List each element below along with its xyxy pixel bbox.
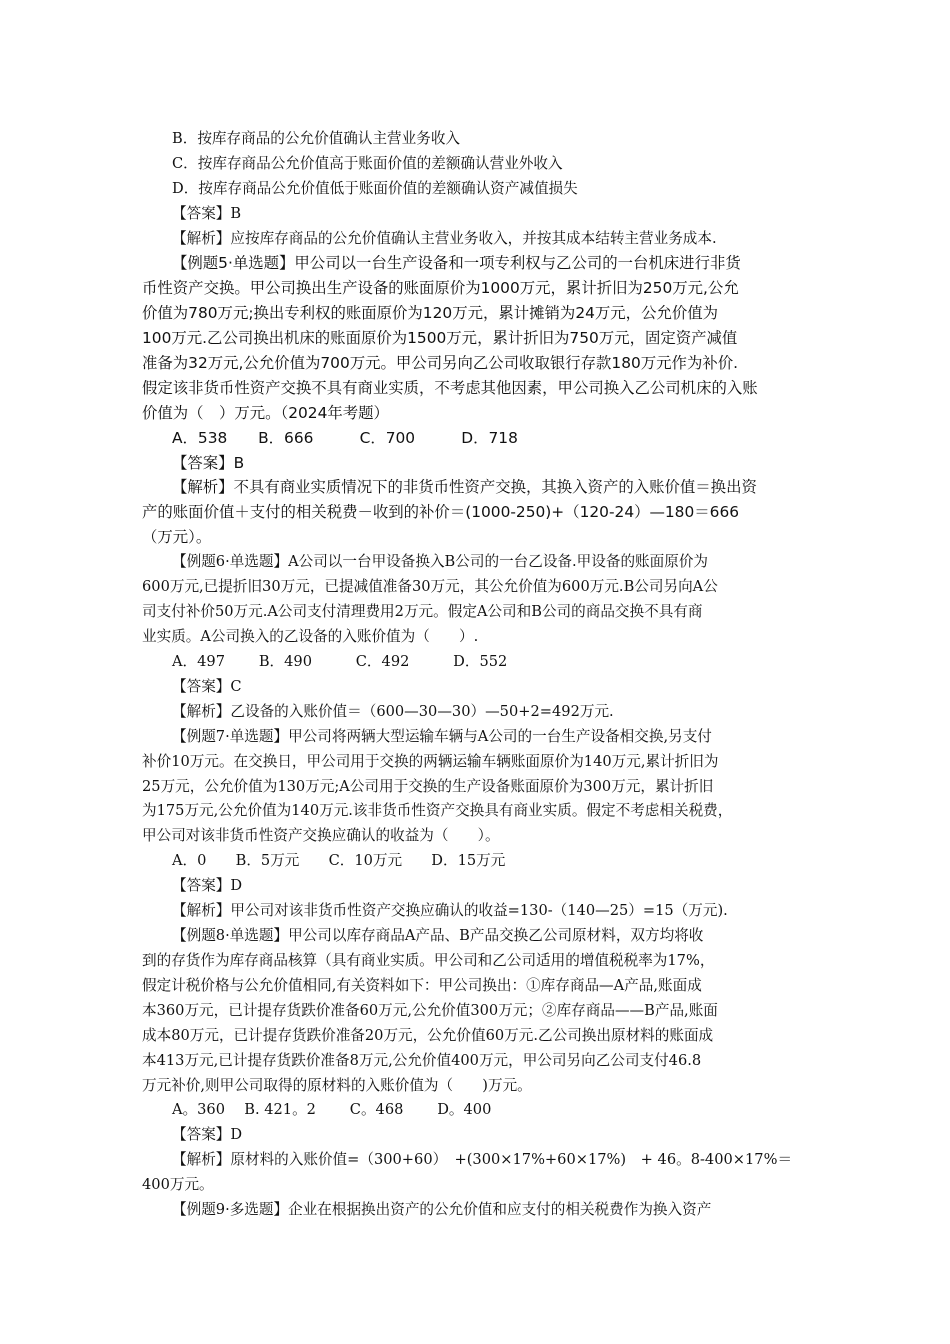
- example8-text: 成本80万元，已计提存货跌价准备20万元，公允价值60万元.乙公司换出原材料的账面成: [142, 1027, 714, 1044]
- example8-title: 【例题8·单选题】甲公司以库存商品A产品、B产品交换乙公司原材料，双方均将收: [172, 927, 704, 944]
- example5-options: A．538 B．666 C．700 D．718: [172, 429, 518, 447]
- example5-answer: 【答案】B: [172, 454, 245, 472]
- example7-text: 补价10万元。在交换日，甲公司用于交换的两辆运输车辆账面原价为140万元,累计折旧为: [142, 753, 719, 770]
- example5-text: 币性资产交换。甲公司换出生产设备的账面原价为1000万元，累计折旧为250万元,公允: [142, 279, 739, 297]
- example6-text: 业实质。A公司换入的乙设备的入账价值为（ ）.: [142, 628, 479, 645]
- example8-options: A。360 B. 421。2 C。468 D。400: [172, 1101, 492, 1118]
- example8-text: 本413万元,已计提存货跌价准备8万元,公允价值400万元，甲公司另向乙公司支付46.8: [142, 1052, 702, 1069]
- option-b: B．按库存商品的公允价值确认主营业务收入: [172, 130, 461, 147]
- example7-answer: 【答案】D: [172, 877, 243, 894]
- example6-title: 【例题6·单选题】A公司以一台甲设备换入B公司的一台乙设备.甲设备的账面原价为: [172, 553, 709, 570]
- example7-title: 【例题7·单选题】甲公司将两辆大型运输车辆与A公司的一台生产设备相交换,另支付: [172, 728, 712, 745]
- example5-title: 【例题5·单选题】甲公司以一台生产设备和一项专利权与乙公司的一台机床进行非货: [172, 254, 741, 272]
- example6-analysis: 【解析】乙设备的入账价值＝（600—30—30）—50+2=492万元.: [172, 703, 614, 720]
- example7-analysis: 【解析】甲公司对该非货币性资产交换应确认的收益=130-（140—25）=15（万元).: [172, 902, 728, 919]
- example6-text: 600万元,已提折旧30万元，已提减值准备30万元，其公允价值为600万元.B公司另向A公: [142, 578, 718, 595]
- example7-options: A．0 B．5万元 C．10万元 D．15万元: [172, 852, 506, 869]
- example8-text: 万元补价,则甲公司取得的原材料的入账价值为（ )万元。: [142, 1077, 532, 1094]
- example5-analysis: 产的账面价值＋支付的相关税费－收到的补价＝(1000-250)+（120-24）—180＝666: [142, 503, 740, 521]
- example8-text: 到的存货作为库存商品核算（具有商业实质。甲公司和乙公司适用的增值税税率为17%，: [142, 952, 715, 969]
- example7-text: 甲公司对该非货币性资产交换应确认的收益为（ ）。: [142, 827, 500, 844]
- example6-text: 司支付补价50万元.A公司支付清理费用2万元。假定A公司和B公司的商品交换不具有商: [142, 603, 703, 620]
- option-c: C．按库存商品公允价值高于账面价值的差额确认营业外收入: [172, 155, 563, 172]
- example8-text: 假定计税价格与公允价值相同,有关资料如下：甲公司换出：①库存商品—A产品,账面成: [142, 977, 702, 994]
- example5-text: 价值为（ ）万元。（2024年考题）: [142, 404, 389, 422]
- example5-text: 价值为780万元;换出专利权的账面原价为120万元，累计摊销为24万元，公允价值为: [142, 304, 719, 322]
- analysis: 【解析】应按库存商品的公允价值确认主营业务收入，并按其成本结转主营业务成本.: [172, 230, 717, 247]
- example6-options: A．497 B．490 C．492 D．552: [172, 653, 508, 670]
- example7-text: 25万元，公允价值为130万元;A公司用于交换的生产设备账面原价为300万元，累计折旧: [142, 778, 714, 795]
- example8-text: 本360万元，已计提存货跌价准备60万元,公允价值300万元；②库存商品——B产品,账面: [142, 1002, 718, 1019]
- example5-analysis: （万元）。: [142, 528, 212, 546]
- example8-answer: 【答案】D: [172, 1126, 243, 1143]
- example8-analysis: 【解析】原材料的入账价值=（300+60） +(300×17%+60×17%) + 46。8-400×17%＝: [172, 1151, 793, 1168]
- example5-text: 准备为32万元,公允价值为700万元。甲公司另向乙公司收取银行存款180万元作为补价.: [142, 354, 739, 372]
- example5-analysis: 【解析】不具有商业实质情况下的非货币性资产交换，其换入资产的入账价值＝换出资: [172, 478, 757, 496]
- example7-text: 为175万元,公允价值为140万元.该非货币性资产交换具有商业实质。假定不考虑相关税费，: [142, 802, 733, 819]
- example5-text: 假定该非货币性资产交换不具有商业实质，不考虑其他因素，甲公司换入乙公司机床的入账: [142, 379, 758, 397]
- answer: 【答案】B: [172, 205, 242, 222]
- example6-answer: 【答案】C: [172, 678, 242, 695]
- example5-text: 100万元.乙公司换出机床的账面原价为1500万元，累计折旧为750万元，固定资产减值: [142, 329, 738, 347]
- option-d: D．按库存商品公允价值低于账面价值的差额确认资产减值损失: [172, 180, 578, 197]
- example9-title: 【例题9·多选题】企业在根据换出资产的公允价值和应支付的相关税费作为换入资产: [172, 1201, 712, 1218]
- example8-analysis: 400万元。: [142, 1176, 214, 1193]
